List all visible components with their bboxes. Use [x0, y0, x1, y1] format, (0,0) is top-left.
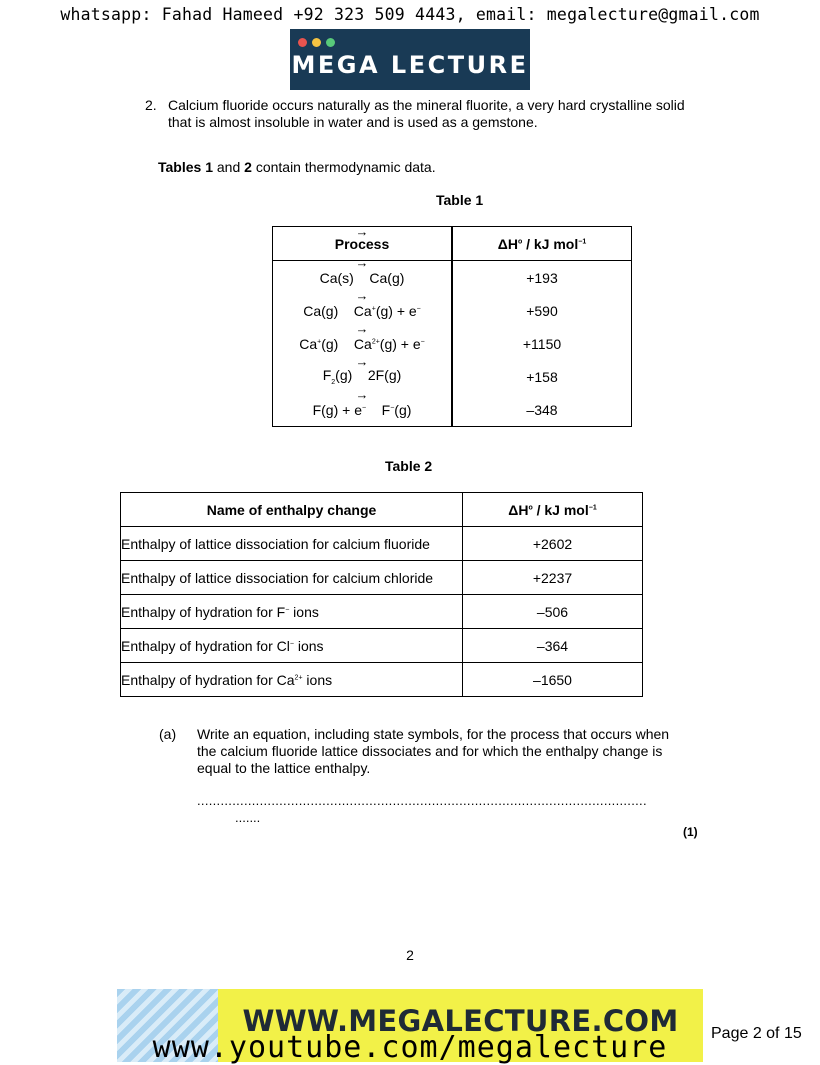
value-cell: –1650 [463, 663, 643, 697]
value-cell: +158 [526, 368, 558, 385]
name-cell: Enthalpy of lattice dissociation for calcium chloride [121, 561, 463, 595]
page-of-label: Page 2 of 15 [711, 1025, 802, 1042]
table-row [121, 595, 643, 629]
arrow-icon: → [355, 224, 369, 239]
page-number: 2 [406, 947, 414, 963]
marks-label: (1) [683, 825, 698, 839]
red-dot-icon [298, 38, 307, 47]
logo-text: MEGA LECTURE [291, 51, 529, 79]
arrow-icon: → [355, 321, 369, 336]
value-cell: +193 [526, 269, 558, 286]
footer-youtube[interactable]: www.youtube.com/megalecture [152, 1030, 668, 1065]
answer-line-continuation[interactable]: ....... [235, 810, 261, 825]
value-cell: –348 [526, 401, 558, 418]
header-process: → Process [273, 227, 453, 261]
value-cell: +1150 [522, 335, 562, 352]
process-cell: → $F_2(g)$ 2F(g) [273, 360, 453, 393]
process-cell: → F(g) + e− F−(g) [273, 393, 453, 427]
part-a-text: Write an equation, including state symbols, for the process that occurs when the calcium fluoride lattice dissociates and for which the enthalpy change is equal to the lattice enthalpy. [197, 726, 670, 776]
process-cell: → Ca(g) Ca+(g) + e− [273, 294, 453, 327]
table2-title: Table 2 [385, 458, 433, 474]
value-cell: +2237 [463, 561, 643, 595]
table-row [121, 629, 643, 663]
table-row [273, 393, 632, 427]
contact-header: whatsapp: Fahad Hameed +92 323 509 4443, email: megalecture@gmail.com [60, 5, 760, 24]
arrow-icon: → [355, 354, 369, 369]
name-cell: Enthalpy of lattice dissociation for calcium fluoride [121, 527, 463, 561]
part-a-label: (a) [159, 726, 177, 742]
value-cell: +590 [526, 302, 558, 319]
table1-title: Table 1 [436, 192, 484, 208]
header-dh: $\Delta H^o$ / kJ mol$^{-1}$ [452, 227, 632, 261]
yellow-dot-icon [312, 38, 321, 47]
process-cell: → Ca+(g) $Ca^{2+}(g) + e^-$ [273, 327, 453, 360]
arrow-icon: → [355, 255, 369, 270]
table-header-row [121, 493, 643, 527]
arrow-icon: → [355, 288, 369, 303]
header-dh: $\Delta H^o$ / kJ mol$^{-1}$ [463, 493, 643, 527]
table-row [121, 527, 643, 561]
process-cell: → Ca(s) Ca(g) [273, 261, 453, 295]
name-cell: Enthalpy of hydration for $Ca^{2+}$ ions [121, 663, 463, 697]
green-dot-icon [326, 38, 335, 47]
table-row [121, 561, 643, 595]
value-cell: –364 [463, 629, 643, 663]
question-number: 2. [145, 97, 157, 113]
value-cell: –506 [463, 595, 643, 629]
table-row [121, 663, 643, 697]
tables-intro: Tables 1 and 2 contain thermodynamic data. [158, 159, 436, 175]
value-cell: +2602 [463, 527, 643, 561]
footer-website[interactable]: WWW.MEGALECTURE.COM [242, 1004, 679, 1038]
answer-line[interactable]: ................................................................................................................... [197, 793, 647, 808]
table2 [120, 492, 643, 697]
mega-lecture-logo [290, 29, 530, 90]
table1 [272, 226, 632, 427]
header-name: Name of enthalpy change [121, 493, 463, 527]
question-text: Calcium fluoride occurs naturally as the mineral fluorite, a very hard crystalline solid that is almost insoluble in water and is used as a gemstone. [168, 97, 685, 130]
name-cell: Enthalpy of hydration for Cl− ions [121, 629, 463, 663]
name-cell: Enthalpy of hydration for F− ions [121, 595, 463, 629]
arrow-icon: → [355, 387, 369, 402]
